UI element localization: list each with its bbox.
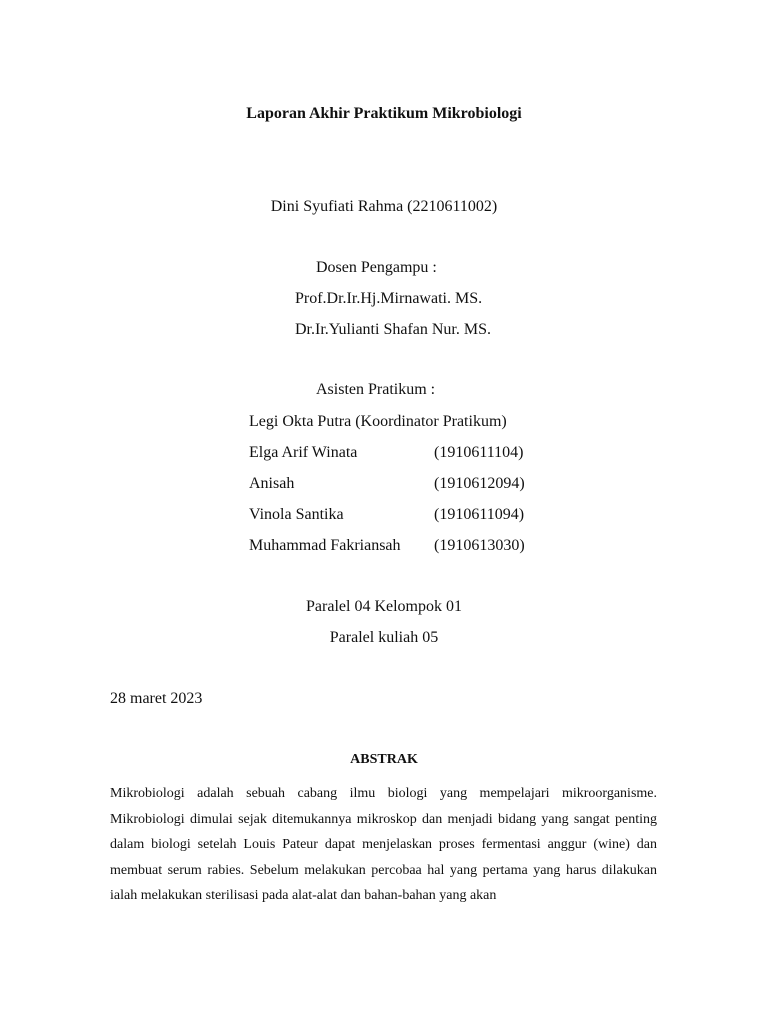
author-name: Dini Syufiati Rahma (2210611002) — [270, 198, 498, 215]
abstract-heading: ABSTRAK — [350, 752, 418, 767]
asisten-row — [249, 536, 549, 556]
asisten-id: (1910612094) — [434, 475, 525, 492]
dosen-label: Dosen Pengampu : — [316, 259, 437, 276]
asisten-name: Vinola Santika — [249, 506, 344, 523]
asisten-coordinator: Legi Okta Putra (Koordinator Pratikum) — [249, 413, 507, 430]
report-title: Laporan Akhir Praktikum Mikrobiologi — [246, 105, 522, 122]
asisten-name: Anisah — [249, 475, 295, 492]
report-date: 28 maret 2023 — [110, 690, 203, 707]
paralel-group: Paralel 04 Kelompok 01 — [306, 598, 462, 615]
asisten-label: Asisten Pratikum : — [316, 381, 436, 398]
asisten-name: Elga Arif Winata — [249, 444, 358, 461]
asisten-id: (1910613030) — [434, 537, 525, 554]
asisten-row — [249, 505, 549, 525]
paralel-kuliah: Paralel kuliah 05 — [329, 629, 439, 646]
asisten-id: (1910611104) — [434, 444, 524, 461]
asisten-id: (1910611094) — [434, 506, 525, 523]
dosen-name: Dr.Ir.Yulianti Shafan Nur. MS. — [295, 321, 491, 338]
asisten-row — [249, 443, 549, 463]
asisten-name: Muhammad Fakriansah — [249, 537, 401, 554]
abstract-text: Mikrobiologi adalah sebuah cabang ilmu biologi yang mempelajari mikroorganisme. Mikrobiologi dimulai sejak ditemukannya mikroskop dan menjadi bidang yang sangat penting dalam biologi setelah Louis Pateur dapat menjelaskan proses fermentasi anggur (wine) dan membuat serum rabies. Sebelum melakukan percobaa hal yang pertama yang harus dilakukan ialah melakukan sterilisasi pada alat-alat dan bahan-bahan yang akan — [110, 786, 657, 903]
asisten-row — [249, 474, 549, 494]
dosen-name: Prof.Dr.Ir.Hj.Mirnawati. MS. — [295, 290, 483, 307]
